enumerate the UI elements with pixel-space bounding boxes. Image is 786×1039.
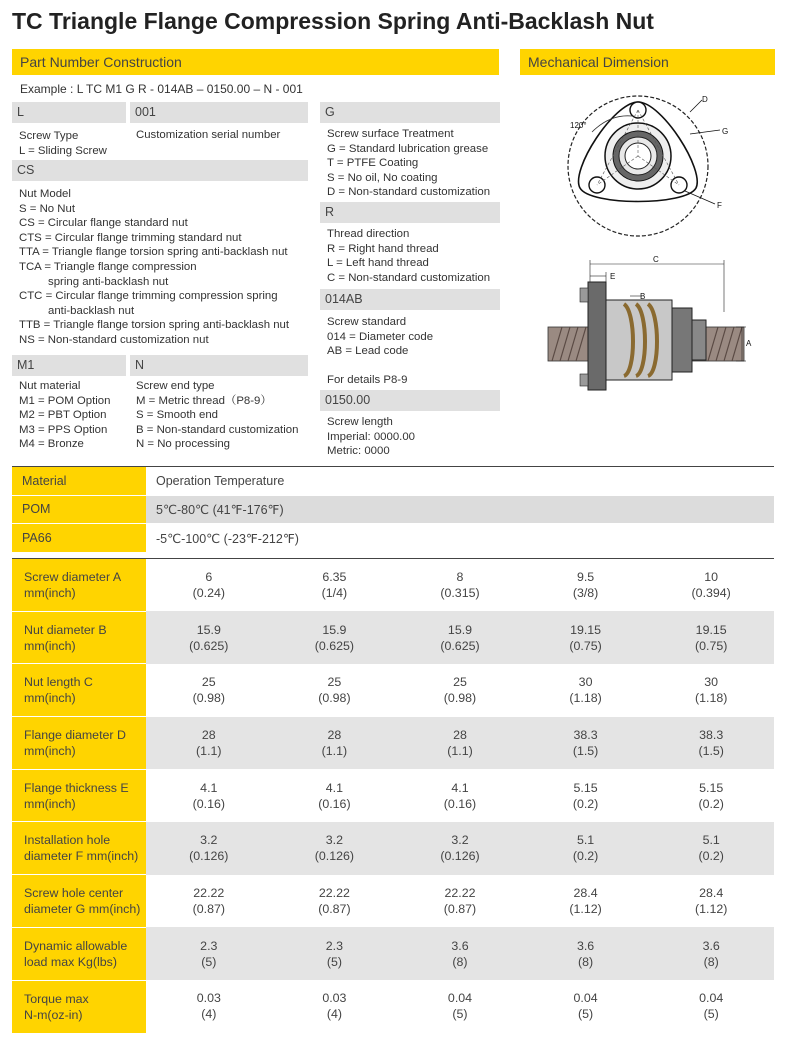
flange-side	[588, 282, 606, 390]
label-e: E	[610, 272, 616, 281]
code-desc-g: Screw surface Treatment G = Standard lubrication grease T = PTFE Coating S = No oil, No coating D = Non-standard customization	[327, 128, 491, 199]
label-f: F	[717, 201, 722, 210]
label-c: C	[653, 255, 659, 264]
code-bar-n: N	[130, 355, 308, 376]
temperature-header-row	[12, 467, 774, 496]
spec-value: 28.4 (1.12)	[695, 885, 728, 916]
spec-value: 4.1 (0.16)	[443, 780, 477, 811]
spec-label: Screw diameter A mm(inch)	[12, 559, 146, 612]
spec-value: 3.2 (0.126)	[272, 822, 398, 875]
temperature-range: -5℃-100℃ (-23℉-212℉)	[146, 524, 774, 553]
spec-label: Screw hole center diameter G mm(inch)	[12, 875, 146, 928]
temperature-table	[12, 466, 774, 552]
spec-value: 25 (0.98)	[192, 675, 225, 706]
spec-row	[12, 611, 774, 664]
spec-value: 25 (0.98)	[318, 675, 351, 706]
spec-value: 3.6 (8)	[648, 927, 774, 980]
spec-value: 5.1 (0.2)	[648, 822, 774, 875]
spec-row	[12, 875, 774, 928]
example-part-number: Example : L TC M1 G R - 014AB – 0150.00 – N - 001	[20, 82, 303, 96]
spec-value: 5.15 (0.2)	[698, 780, 724, 811]
spec-value: 6 (0.24)	[192, 570, 225, 601]
spec-label: Flange diameter D mm(inch)	[12, 717, 146, 770]
temperature-header-range: Operation Temperature	[146, 467, 774, 496]
temperature-material: POM	[12, 495, 146, 524]
spec-row	[12, 559, 774, 612]
code-desc-r: Thread direction R = Right hand thread L = Left hand thread C = Non-standard customization	[327, 228, 491, 284]
spec-value: 22.22 (0.87)	[443, 885, 477, 916]
code-bar-screw-length: 0150.00	[320, 390, 500, 411]
spec-value: 5.15 (0.2)	[572, 780, 599, 811]
code-desc-screw-length: Screw length Imperial: 0000.00 Metric: 0000	[327, 416, 416, 458]
spec-row	[12, 769, 774, 822]
spec-label: Nut diameter B mm(inch)	[12, 611, 146, 664]
spec-value: 2.3 (5)	[146, 927, 272, 980]
spec-row	[12, 717, 774, 770]
spec-value: 0.04 (5)	[447, 991, 473, 1022]
spec-value: 5.1 (0.2)	[523, 822, 649, 875]
spec-value: 28 (1.1)	[146, 717, 272, 770]
temperature-row-pa66	[12, 524, 774, 553]
spec-value: 2.3 (5)	[272, 927, 398, 980]
spec-value: 30 (1.18)	[569, 675, 602, 706]
spec-value: 38.3 (1.5)	[648, 717, 774, 770]
spec-value: 28 (1.1)	[272, 717, 398, 770]
page-title: TC Triangle Flange Compression Spring Anti-Backlash Nut	[12, 8, 654, 34]
spec-label: Nut length C mm(inch)	[12, 664, 146, 717]
spec-value: 15.9 (0.625)	[146, 611, 272, 664]
label-d: D	[702, 95, 708, 104]
code-bar-screw-standard: 014AB	[320, 289, 500, 310]
spec-value: 19.15 (0.75)	[523, 611, 649, 664]
specification-table	[12, 558, 774, 1033]
code-desc-serial: Customization serial number	[136, 129, 281, 141]
spec-value: 3.2 (0.126)	[397, 822, 523, 875]
code-desc-l: Screw Type L = Sliding Screw	[19, 130, 107, 157]
spec-label: Flange thickness E mm(inch)	[12, 769, 146, 822]
spec-value: 22.22 (0.87)	[192, 885, 225, 916]
front-view-diagram	[540, 84, 776, 244]
label-g: G	[722, 127, 729, 136]
spec-value: 38.3 (1.5)	[523, 717, 649, 770]
side-view-diagram	[540, 252, 776, 400]
spec-value: 3.6 (8)	[523, 927, 649, 980]
spec-value: 3.2 (0.126)	[146, 822, 272, 875]
spec-row	[12, 664, 774, 717]
code-bar-r: R	[320, 202, 500, 223]
mechanical-dimension-header: Mechanical Dimension	[520, 49, 775, 75]
label-a: A	[746, 339, 752, 348]
part-number-header: Part Number Construction	[12, 49, 499, 75]
code-bar-l: L	[12, 102, 126, 123]
code-bar-g: G	[320, 102, 500, 123]
spec-value: 28 (1.1)	[397, 717, 523, 770]
temperature-row-pom	[12, 495, 774, 524]
spec-value: 22.22 (0.87)	[318, 885, 351, 916]
spec-value: 15.9 (0.625)	[397, 611, 523, 664]
spec-value: 19.15 (0.75)	[648, 611, 774, 664]
label-b: B	[640, 292, 646, 301]
spec-row	[12, 980, 774, 1033]
temperature-range: 5℃-80℃ (41℉-176℉)	[146, 495, 774, 524]
spec-value: 0.03 (4)	[322, 991, 347, 1022]
spec-label: Installation hole diameter F mm(inch)	[12, 822, 146, 875]
angle-label: 120°	[570, 121, 587, 130]
spec-value: 25 (0.98)	[443, 675, 477, 706]
spec-label: Torque max N-m(oz-in)	[12, 980, 146, 1033]
spec-row	[12, 822, 774, 875]
spec-value: 6.35 (1/4)	[321, 570, 348, 601]
spec-row	[12, 927, 774, 980]
code-bar-serial: 001	[130, 102, 308, 123]
temperature-header-material: Material	[12, 467, 146, 496]
spec-value: 28.4 (1.12)	[569, 885, 602, 916]
spec-value: 9.5 (3/8)	[572, 570, 599, 601]
spec-value: 8 (0.315)	[440, 570, 480, 601]
spec-value: 4.1 (0.16)	[192, 780, 225, 811]
code-bar-m1: M1	[12, 355, 126, 376]
spec-value: 0.04 (5)	[699, 991, 724, 1022]
code-desc-cs: Nut Model S = No Nut CS = Circular flange standard nut CTS = Circular flange trimming standard nut TTA = Triangle flange torsion spring anti-backlash nut TCA = Triangle flange compression spring anti-backlash nut CTC = Circular flange trimming compression spring anti-backlash nut TTB = Triangle flange torsion spring anti-backlash nut NS = Non-standard customization nut	[19, 188, 290, 346]
code-desc-screw-standard: Screw standard 014 = Diameter code AB = Lead code For details P8-9	[327, 316, 434, 387]
code-bar-cs: CS	[12, 160, 308, 181]
spec-value: 0.04 (5)	[573, 991, 598, 1022]
spec-label: Dynamic allowable load max Kg(lbs)	[12, 927, 146, 980]
spec-value: 3.6 (8)	[397, 927, 523, 980]
spec-value: 30 (1.18)	[695, 675, 728, 706]
code-desc-m1: Nut material M1 = POM Option M2 = PBT Option M3 = PPS Option M4 = Bronze	[19, 380, 111, 451]
spec-value: 15.9 (0.625)	[272, 611, 398, 664]
code-desc-n: Screw end type M = Metric thread（P8-9） S = Smooth end B = Non-standard customization N = No processing	[136, 380, 299, 451]
spec-value: 10 (0.394)	[691, 570, 731, 601]
spec-value: 4.1 (0.16)	[318, 780, 351, 811]
spec-value: 0.03 (4)	[196, 991, 221, 1022]
temperature-material: PA66	[12, 524, 146, 553]
